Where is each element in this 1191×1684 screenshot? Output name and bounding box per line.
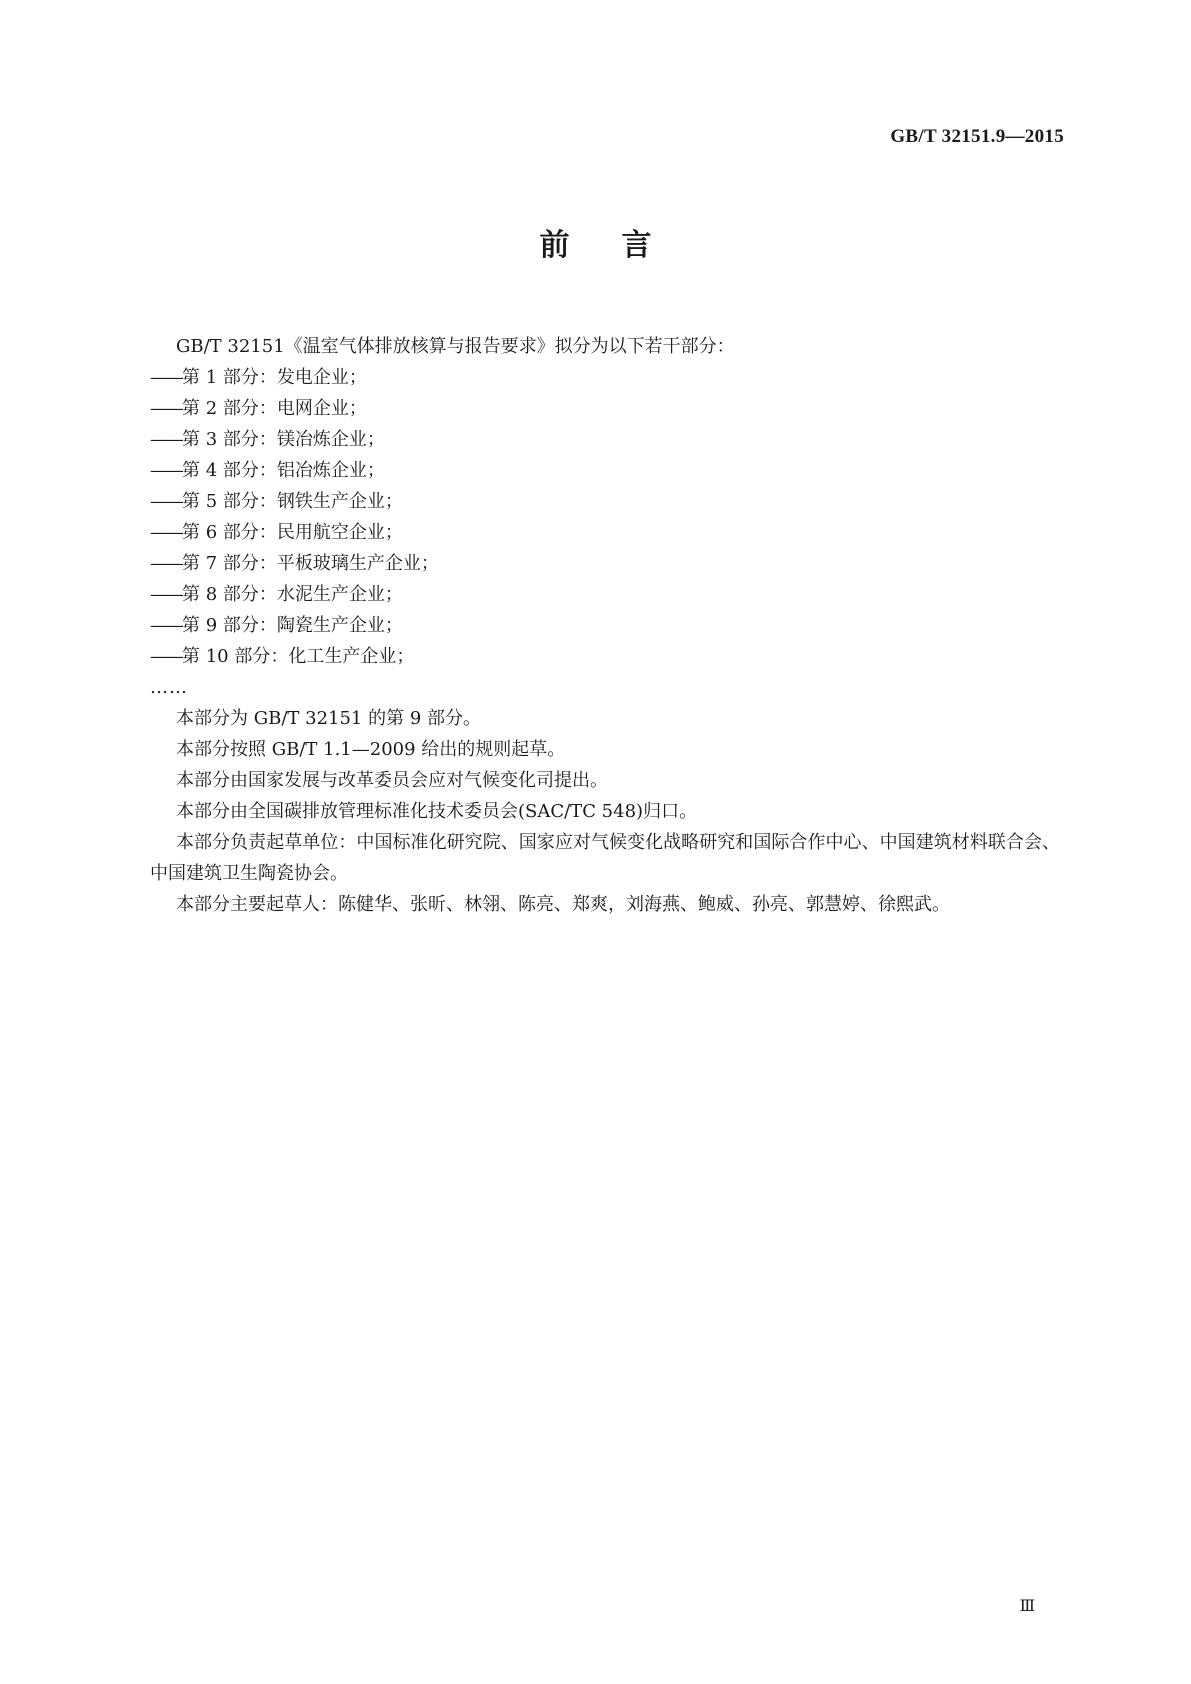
proposer-statement: 本部分由国家发展与改革委员会应对气候变化司提出。 <box>176 770 608 791</box>
list-item-text: 第 3 部分：镁冶炼企业； <box>182 429 385 450</box>
list-item <box>150 610 1060 641</box>
parts-list <box>150 362 1060 672</box>
em-dash: —— <box>150 367 182 388</box>
list-item <box>150 641 1060 672</box>
page-title: 前言 <box>539 228 704 263</box>
technical-committee-statement: 本部分由全国碳排放管理标准化技术委员会(SAC/TC 548)归口。 <box>176 801 698 822</box>
standard-number: GB/T 32151.9—2015 <box>890 126 1064 147</box>
list-item <box>150 455 1060 486</box>
intro-paragraph: GB/T 32151《温室气体排放核算与报告要求》拟分为以下若干部分： <box>176 336 735 357</box>
em-dash: —— <box>150 553 182 574</box>
em-dash: —— <box>150 398 182 419</box>
drafters-statement: 本部分主要起草人：陈健华、张昕、林翎、陈亮、郑爽，刘海燕、鲍威、孙亮、郭慧婷、徐熙武。 <box>176 894 950 915</box>
list-item <box>150 579 1060 610</box>
list-item <box>150 362 1060 393</box>
part-number-statement: 本部分为 GB/T 32151 的第 9 部分。 <box>176 708 481 729</box>
list-item <box>150 517 1060 548</box>
list-item-text: 第 1 部分：发电企业； <box>182 367 367 388</box>
em-dash: —— <box>150 522 182 543</box>
list-item-text: 第 4 部分：铝冶炼企业； <box>182 460 385 481</box>
foreword-body <box>150 331 1060 920</box>
list-item-text: 第 8 部分：水泥生产企业； <box>182 584 403 605</box>
em-dash: —— <box>150 491 182 512</box>
em-dash: —— <box>150 646 182 667</box>
list-item <box>150 548 1060 579</box>
list-item-text: 第 7 部分：平板玻璃生产企业； <box>182 553 439 574</box>
drafting-units-statement: 本部分负责起草单位：中国标准化研究院、国家应对气候变化战略研究和国际合作中心、中国建筑材料联合会、中国建筑卫生陶瓷协会。 <box>150 832 1060 884</box>
list-item <box>150 393 1060 424</box>
list-item-text: 第 10 部分：化工生产企业； <box>182 646 415 667</box>
list-item <box>150 424 1060 455</box>
em-dash: —— <box>150 584 182 605</box>
ellipsis: …… <box>150 677 188 698</box>
em-dash: —— <box>150 460 182 481</box>
list-item-text: 第 9 部分：陶瓷生产企业； <box>182 615 403 636</box>
drafting-rules-statement: 本部分按照 GB/T 1.1—2009 给出的规则起草。 <box>176 739 566 760</box>
list-item-text: 第 5 部分：钢铁生产企业； <box>182 491 403 512</box>
list-item-text: 第 6 部分：民用航空企业； <box>182 522 403 543</box>
page-number: Ⅲ <box>1019 1598 1035 1615</box>
em-dash: —— <box>150 615 182 636</box>
list-item <box>150 486 1060 517</box>
list-item-text: 第 2 部分：电网企业； <box>182 398 367 419</box>
em-dash: —— <box>150 429 182 450</box>
